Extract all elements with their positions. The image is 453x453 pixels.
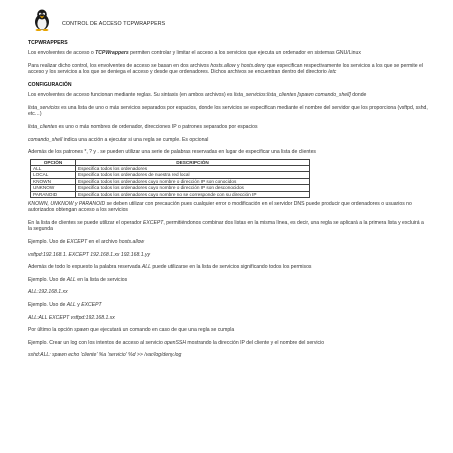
paragraph (28, 92, 428, 98)
text: es una lista de uno o más servicios separados por espacios, donde los servicios se especifican mediante el nombre del servidor que los proporciona (vsftpd, sshd, etc…) (28, 105, 428, 118)
term: openSSH (164, 339, 186, 346)
code-example: vsftpd:192.168.1. EXCEPT 192.168.1.xx 192.168.1.yy (28, 251, 151, 258)
code-example: ALL:192.168.1.xx (28, 289, 68, 296)
paragraph (28, 201, 428, 214)
tux-penguin-icon (32, 9, 52, 31)
text: Ejemplo. Uso de (28, 276, 67, 283)
term: EXCEPT (81, 302, 102, 308)
paragraph: Además de los patrones *, ? y . se pueden utilizar una serie de palabras reservadas en lugar de especificar una lista de clientes (28, 149, 316, 156)
term: ALL (66, 302, 76, 308)
code-example: ALL:ALL EXCEPT vsftpd:192.168.1.xx (28, 314, 115, 321)
text: que especifican respectivamente los servicios a los que se permite el acceso y los servicios a los que se deniega el acceso y desde que ordenadores. Dichos archivos se encuentran dentro del directorio (28, 63, 424, 76)
text: Los envolventes de acceso o (28, 50, 96, 57)
text: En la lista de clientes se puede utilizar el operador (28, 220, 143, 227)
section-heading-tcpwrappers: TCPWRAPPERS (28, 40, 68, 46)
section-heading-configuracion: CONFIGURACIÓN (28, 82, 72, 88)
text: Ejemplo. Uso de (28, 302, 67, 308)
text: permiten controlar y limitar el acceso a los servicios que ejecuta un ordenador en sistemas GNU/Linux (128, 50, 361, 57)
table-row (31, 191, 310, 197)
term: KNOWN, UNKNOW y PARANOID (28, 201, 106, 208)
paragraph (28, 239, 428, 245)
paragraph (28, 277, 428, 283)
code-example: sshd:ALL: spawn echo 'cliente' %a 'servicio' %d >> /var/log/deny.log (28, 352, 182, 359)
table-cell: UNKNOW (31, 185, 76, 191)
document-body (28, 40, 428, 365)
term: EXCEPT (142, 220, 164, 227)
term: ALL (66, 276, 76, 283)
text: en el archivo (87, 239, 119, 246)
table-cell: Especifica todos los ordenadores cuyo nombre o dirección IP son conocidos (76, 178, 310, 184)
syntax: lista_servicios:lista_clientes [spawn comando_shell] (233, 92, 351, 99)
term: EXCEPT (66, 239, 88, 246)
paragraph (28, 137, 428, 143)
paragraph (28, 220, 428, 233)
text: puede utilizarse en la lista de servicios significando todos los permisos (150, 264, 312, 271)
text: Ejemplo. Crear un log con los intentos de acceso al servicio (28, 339, 165, 346)
emphasis: TCPWrappers (95, 50, 129, 57)
term: lista_clientes (28, 124, 58, 130)
text: Por último la opción (28, 327, 75, 334)
text: se deben utilizar con precaución pues cualquier error o modificación en el servidor DNS puede producir que ordenadores o usuarios no autorizados obtengan acceso a los servicios (28, 201, 412, 214)
table-cell: LOCAL (31, 172, 76, 178)
text: indica una acción a ejecutar si una regla se cumple. Es opcional (62, 136, 209, 143)
table-header-cell: OPCIÓN (31, 159, 76, 165)
table-cell: Especifica todos los ordenadores (76, 166, 310, 172)
text: en la lista de servicios (75, 276, 128, 283)
text: donde (350, 92, 367, 99)
table-header-cell: DESCRIPCIÓN (76, 159, 310, 165)
filename: hosts.allow (118, 239, 145, 246)
text: mostrando la dirección IP del cliente y el nombre del servicio (186, 339, 325, 346)
options-table (30, 159, 310, 198)
text: Para realizar dicho control, los envolventes de acceso se basan en dos archivos (28, 63, 211, 69)
filename: hosts.allow (210, 63, 236, 69)
paragraph (28, 302, 428, 308)
text: , permitiéndonos combinar dos listas en la misma línea, es decir, una regla se aplicará a la primera lista y excluirá a la segunda (28, 220, 424, 233)
text: Ejemplo. Uso de (28, 239, 67, 246)
text: Los envolventes de acceso funcionan mediante reglas. Su sintaxis (en ambos archivos) es (28, 92, 234, 99)
table-cell: Especifica todos los ordenadores cuyo nombre no se corresponde con su dirección IP (76, 191, 310, 197)
document-title: CONTROL DE ACCESO TCPWRAPPERS (62, 21, 166, 27)
paragraph (28, 327, 428, 333)
table-cell: KNOWN (31, 178, 76, 184)
text: que ejecutará un comando en caso de que una regla se cumpla (88, 327, 235, 334)
filename: hosts.deny (240, 63, 266, 69)
text: es uno o más nombres de ordenador, direcciones IP o patrones separados por espacios (57, 124, 258, 130)
table-cell: Especifica todos los ordenadores cuyo nombre o dirección IP son desconocidos (76, 185, 310, 191)
term: spawn (74, 327, 89, 334)
paragraph (28, 50, 428, 56)
paragraph (28, 340, 428, 346)
text: y (75, 302, 82, 308)
paragraph (28, 63, 428, 76)
document-header (28, 9, 428, 33)
paragraph (28, 264, 428, 270)
term: comando_shell (28, 136, 63, 143)
table-cell: ALL (31, 166, 76, 172)
text: y (235, 63, 241, 69)
term: ALL (141, 264, 151, 271)
table-cell: PARANOID (31, 191, 76, 197)
table-cell: Especifica todos los ordenadores de nuestra red local (76, 172, 310, 178)
text: Además de todo lo expuesto la palabra reservada (28, 264, 142, 271)
paragraph (28, 124, 428, 130)
term: lista_servicios (28, 105, 60, 111)
paragraph (28, 105, 428, 118)
path: /etc (328, 69, 337, 76)
